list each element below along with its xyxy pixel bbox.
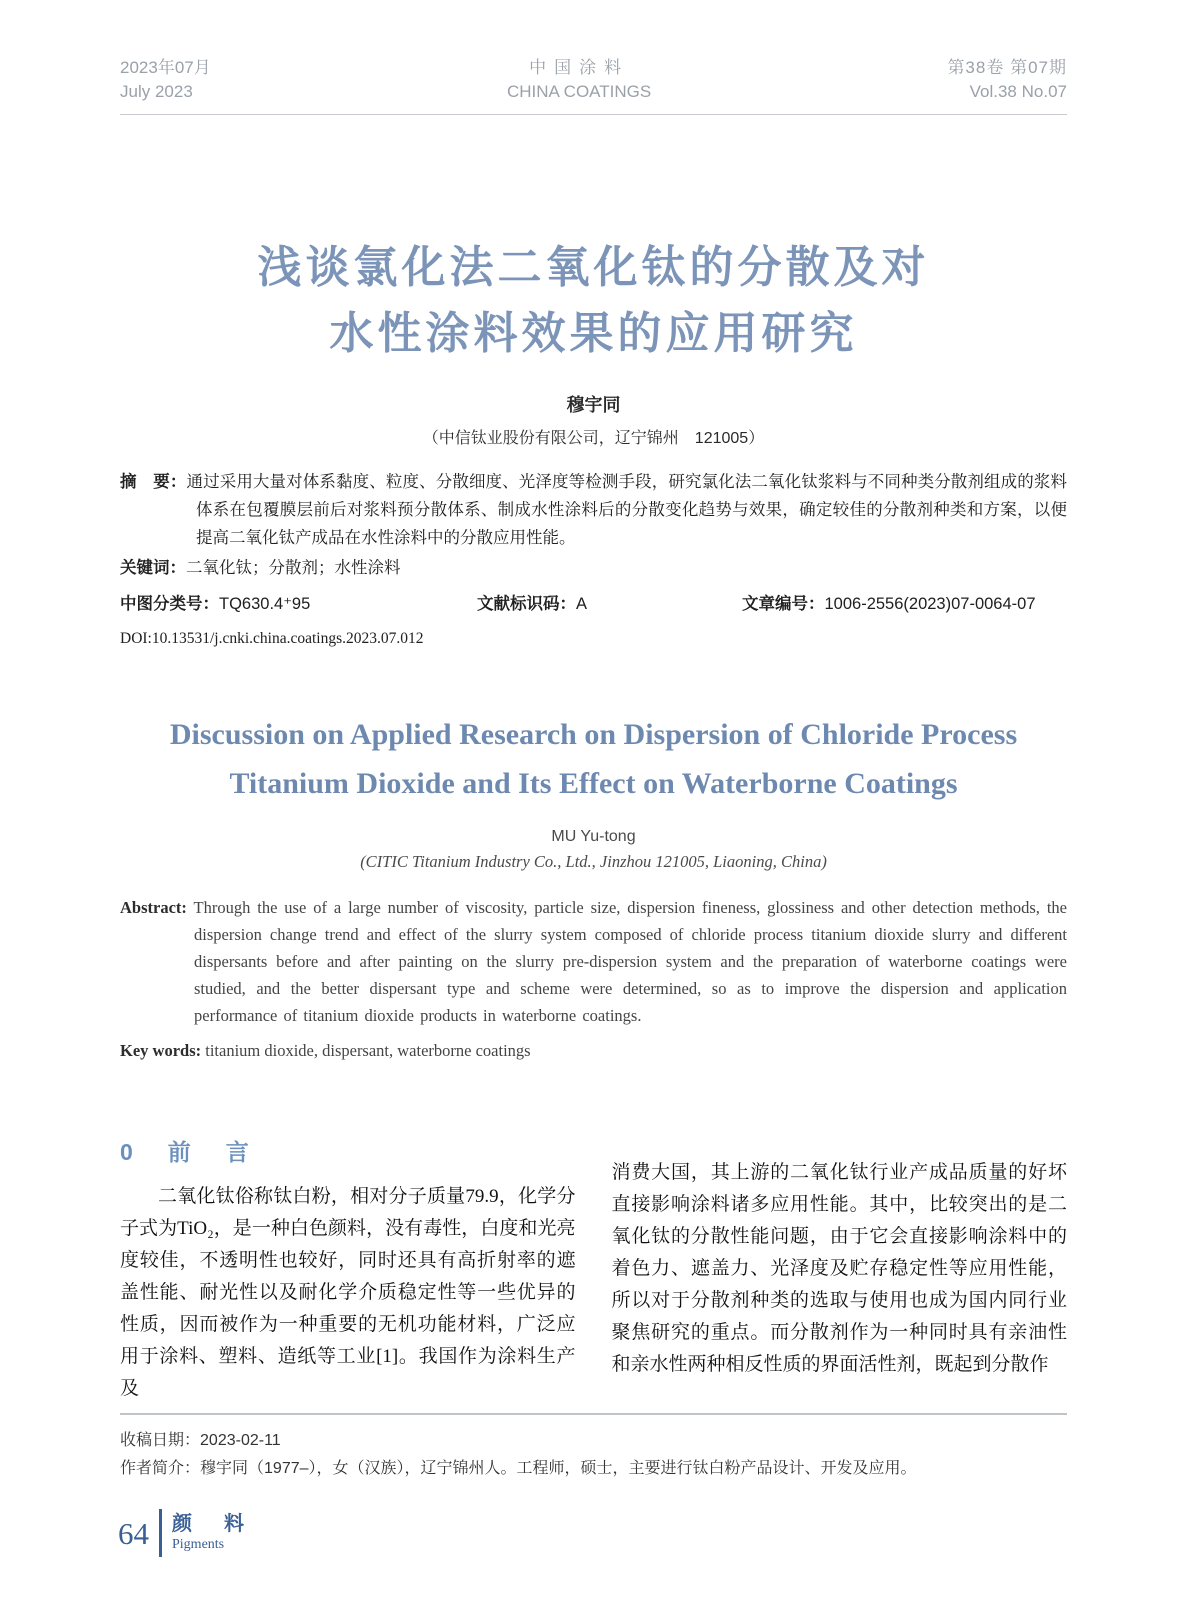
page-footer	[118, 1509, 1187, 1557]
author-name-zh: 穆宇同	[566, 395, 621, 415]
received-date-line	[120, 1427, 1067, 1455]
footer-divider-bar	[159, 1509, 162, 1557]
footer-column-zh: 颜 料	[172, 1513, 250, 1535]
abstract-zh	[120, 468, 1067, 552]
article-title-zh	[120, 235, 1067, 367]
abstract-zh-label: 摘 要：	[120, 473, 187, 491]
column-right	[612, 1137, 1068, 1405]
affiliation-en: (CITIC Titanium Industry Co., Ltd., Jinzhou 121005, Liaoning, China)	[360, 852, 827, 871]
keywords-en	[120, 1041, 1067, 1061]
clc-number	[120, 590, 477, 618]
article-title-zh-line2: 水性涂料效果的应用研究	[329, 309, 858, 358]
abstract-en-text: Through the use of a large number of viscosity, particle size, dispersion fineness, glossiness and other detection methods, the dispersion change trend and effect of the slurry system composed of chloride process titanium dioxide slurry and different dispersants before and after painting on the slurry pre-dispersion system and the preparation of waterborne coatings were studied, and the better dispersant type and scheme were determined, so as to improve the dispersion and application performance of titanium dioxide products in waterborne coatings.	[193, 898, 1067, 1025]
article-title-zh-line1: 浅谈氯化法二氧化钛的分散及对	[257, 243, 930, 292]
abstract-zh-text: 通过采用大量对体系黏度、粒度、分散细度、光泽度等检测手段，研究氯化法二氧化钛浆料与不同种类分散剂组成的浆料体系在包覆膜层前后对浆料预分散体系、制成水性涂料后的分散变化趋势与效果，确定较佳的分散剂种类和方案，以便提高二氧化钛产成品在水性涂料中的分散应用性能。	[186, 473, 1068, 547]
article-title-en: Discussion on Applied Research on Dispersion of Chloride Process Titanium Dioxide and Its Effect on Waterborne Coatings	[169, 718, 1018, 800]
issue-date-zh: 2023年07月	[120, 58, 211, 77]
meta-row	[120, 590, 1067, 618]
author-bio-text: 穆宇同（1977–），女（汉族），辽宁锦州人。工程师，硕士，主要进行钛白粉产品设计、开发及应用。	[200, 1460, 917, 1477]
footer-column-en: Pigments	[172, 1537, 225, 1552]
keywords-zh-text: 二氧化钛；分散剂；水性涂料	[186, 559, 401, 577]
abstract-en	[120, 894, 1067, 1029]
article-id-label: 文章编号：	[742, 595, 825, 613]
keywords-en-text: titanium dioxide, dispersant, waterborne coatings	[205, 1041, 531, 1060]
column-left	[120, 1137, 576, 1405]
journal-name-en: CHINA COATINGS	[506, 82, 652, 101]
author-bio-label: 作者简介：	[120, 1460, 201, 1477]
document-code-value: A	[576, 595, 588, 613]
header-journal-name	[507, 56, 651, 104]
author-bio-line	[120, 1455, 1067, 1483]
header-issue-date	[120, 56, 211, 104]
article-id	[742, 590, 1067, 618]
issue-date-en: July 2023	[120, 82, 193, 101]
body-columns	[120, 1137, 1067, 1405]
footer-column-name	[172, 1512, 250, 1554]
author-name-en: MU Yu-tong	[551, 828, 636, 845]
clc-label: 中图分类号：	[120, 595, 219, 613]
document-code-label: 文献标识码：	[477, 595, 576, 613]
clc-value: TQ630.4⁺95	[219, 595, 311, 613]
page-number: 64	[118, 1515, 149, 1551]
article-id-value: 1006-2556(2023)07-0064-07	[824, 595, 1036, 613]
doi: DOI:10.13531/j.cnki.china.coatings.2023.07.012	[120, 630, 424, 647]
section-heading-0: 0 前 言	[120, 1139, 255, 1165]
intro-paragraph-left: 二氧化钛俗称钛白粉，相对分子质量79.9，化学分子式为TiO₂，是一种白色颜料，没有毒性，白度和光亮度较佳，不透明性也较好，同时还具有高折射率的遮盖性能、耐光性以及耐化学介质稳定性等一些优异的性质，因而被作为一种重要的无机功能材料，广泛应用于涂料、塑料、造纸等工业[1]。我国作为涂料生产及	[120, 1186, 576, 1399]
journal-name-zh: 中国涂料	[529, 58, 630, 77]
volume-info-zh: 第38卷 第07期	[947, 58, 1067, 77]
received-date-value: 2023-02-11	[200, 1432, 281, 1449]
keywords-zh-label: 关键词：	[120, 559, 186, 577]
abstract-en-label: Abstract:	[120, 898, 187, 917]
received-date-label: 收稿日期：	[120, 1432, 201, 1449]
document-code	[477, 590, 742, 618]
keywords-en-label: Key words:	[120, 1041, 202, 1060]
journal-header	[120, 56, 1067, 115]
volume-info-en: Vol.38 No.07	[969, 82, 1067, 101]
affiliation-zh: （中信钛业股份有限公司，辽宁锦州 121005）	[422, 430, 765, 447]
footnote	[120, 1413, 1067, 1483]
keywords-zh	[120, 554, 1067, 582]
intro-paragraph-right: 消费大国，其上游的二氧化钛行业产成品质量的好坏直接影响涂料诸多应用性能。其中，比较突出的是二氧化钛的分散性能问题，由于它会直接影响涂料中的着色力、遮盖力、光泽度及贮存稳定性等应用性能，所以对于分散剂种类的选取与使用也成为国内同行业聚焦研究的重点。而分散剂作为一种同时具有亲油性和亲水性两种相反性质的界面活性剂，既起到分散作	[611, 1162, 1067, 1375]
header-volume-info	[947, 56, 1067, 104]
